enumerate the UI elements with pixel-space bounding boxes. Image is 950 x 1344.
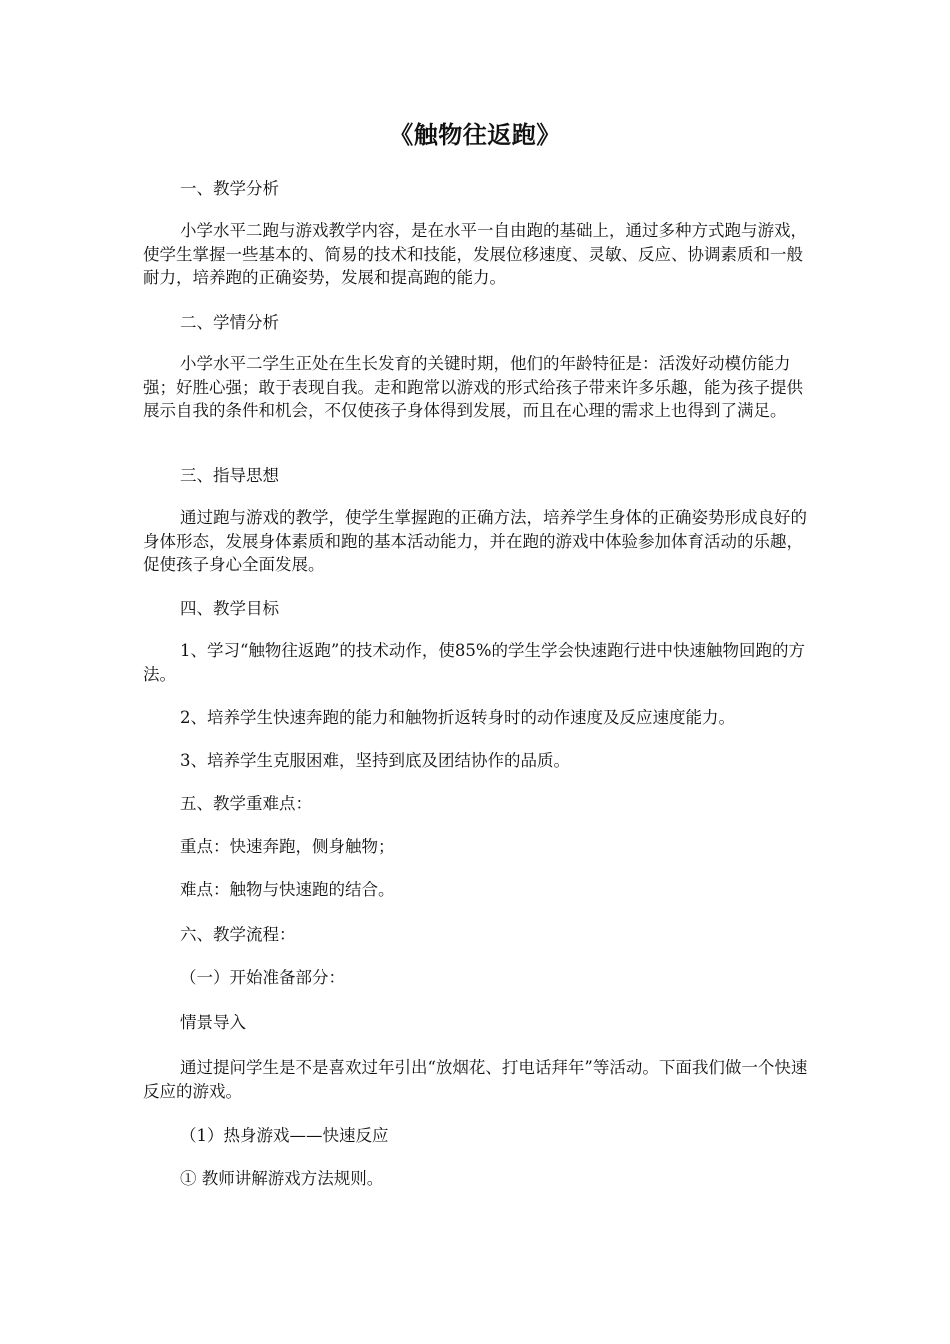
section-heading-analysis: 一、教学分析 (180, 179, 279, 198)
subsection-heading-preparation: （一）开始准备部分： (180, 968, 345, 987)
paragraph-guiding: 通过跑与游戏的教学，使学生掌握跑的正确方法，培养学生身体的正确姿势形成良好的身体形态，发展身体素质和跑的基本活动能力，并在跑的游戏中体验参加体育活动的乐趣，促使孩子身心全面发展。 (143, 508, 807, 574)
section-heading-key-points: 五、教学重难点： (180, 794, 312, 813)
activity-heading: （1）热身游戏——快速反应 (180, 1126, 389, 1145)
key-point: 重点：快速奔跑，侧身触物； (180, 837, 395, 856)
objective-item: 2、培养学生快速奔跑的能力和触物折返转身时的动作速度及反应速度能力。 (180, 708, 735, 727)
document-title: 《触物往返跑》 (389, 121, 561, 149)
objective-item: 3、培养学生克服困难，坚持到底及团结协作的品质。 (180, 751, 570, 770)
section-heading-guiding: 三、指导思想 (180, 466, 279, 485)
paragraph-students: 小学水平二学生正处在生长发育的关键时期，他们的年龄特征是：活泼好动模仿能力强；好胜心强；敢于表现自我。走和跑常以游戏的形式给孩子带来许多乐趣，能为孩子提供展示自我的条件和机会，不仅使孩子身体得到发展，而且在心理的需求上也得到了满足。 (143, 354, 803, 420)
activity-step: ① 教师讲解游戏方法规则。 (180, 1169, 384, 1188)
section-heading-process: 六、教学流程： (180, 925, 296, 944)
difficult-point: 难点：触物与快速跑的结合。 (180, 880, 395, 899)
section-heading-students: 二、学情分析 (180, 313, 279, 332)
paragraph-analysis: 小学水平二跑与游戏教学内容，是在水平一自由跑的基础上，通过多种方式跑与游戏，使学生掌握一些基本的、简易的技术和技能，发展位移速度、灵敏、反应、协调素质和一般耐力，培养跑的正确姿势，发展和提高跑的能力。 (143, 221, 807, 287)
paragraph-intro: 通过提问学生是不是喜欢过年引出“放烟花、打电话拜年”等活动。下面我们做一个快速反应的游戏。 (143, 1058, 808, 1101)
objective-item: 1、学习“触物往返跑”的技术动作，使85%的学生学会快速跑行进中快速触物回跑的方法。 (143, 641, 806, 684)
subsection-label-intro: 情景导入 (180, 1013, 246, 1032)
section-heading-objectives: 四、教学目标 (180, 599, 279, 618)
